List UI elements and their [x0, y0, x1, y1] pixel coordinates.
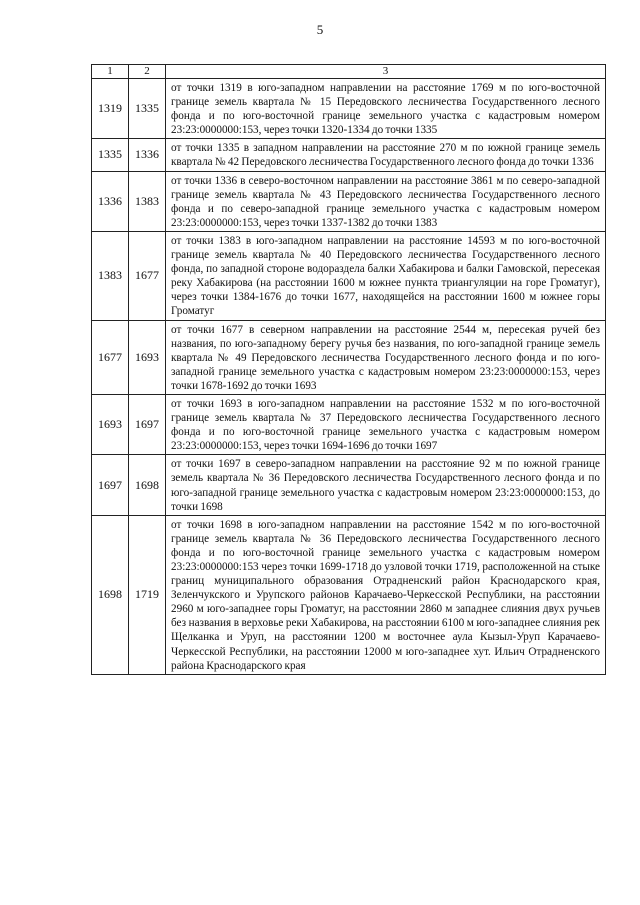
to-point-cell: 1383 — [129, 171, 166, 231]
table-row — [92, 79, 606, 139]
from-point-cell: 1693 — [92, 394, 129, 454]
header-col-2: 2 — [129, 65, 166, 79]
table-row — [92, 171, 606, 231]
from-point-cell: 1335 — [92, 139, 129, 171]
to-point-cell: 1693 — [129, 320, 166, 394]
table-row — [92, 231, 606, 320]
description-cell: от точки 1677 в северном направлении на расстояние 2544 м, пересекая ручей без названия, по юго-западному берегу ручья без названия, по юго-западной границе земель квартала № 49 Передовского лесничества Государственного лесного фонда и по юго-западной границе земельного участка с кадастровым номером 23:23:0000000:153, через точки 1678-1692 до точки 1693 — [166, 320, 606, 394]
boundary-table — [91, 64, 606, 675]
page-number: 5 — [316, 22, 324, 37]
to-point-cell: 1697 — [129, 394, 166, 454]
description-cell: от точки 1698 в юго-западном направлении на расстояние 1542 м по юго-восточной границе земель квартала № 36 Передовского лесничества Государственного лесного фонда и по юго-восточной границе земельного участка с кадастровым номером 23:23:0000000:153 через точки 1699-1718 до узловой точки 1719, расположенной на стыке границ муниципального образования Отрадненский район Краснодарского края, Зеленчукского и Урупского районов Карачаево-Черкесской Республики, на расстоянии 2960 м юго-западнее горы Громатуг, на расстоянии 2860 м западнее слияния двух ручьев без названия в верховье реки Хабакирова, на расстоянии 6100 м юго-западнее слияния рек Щелканка и Уруп, на расстоянии 1200 м восточнее аула Кызыл-Уруп Карачаево-Черкесской Республики, на расстоянии 12000 м юго-западнее хут. Ильич Отрадненского района Краснодарского края — [166, 515, 606, 674]
from-point-cell: 1319 — [92, 79, 129, 139]
header-col-3: 3 — [166, 65, 606, 79]
description-cell: от точки 1383 в юго-западном направлении на расстояние 14593 м по юго-восточной границе земель квартала № 40 Передовского лесничества Государственного лесного фонда, по западной стороне водораздела балки Хабакирова и балки Гамовской, пересекая реку Хабакирова (на расстоянии 1600 м южнее пункта триангуляции на горе Громатуг), через точки 1384-1676 до точки 1677, находящейся на расстоянии 1600 м южнее горы Громатуг — [166, 231, 606, 320]
description-cell: от точки 1335 в западном направлении на расстояние 270 м по южной границе земель квартала № 42 Передовского лесничества Государственного лесного фонда до точки 1336 — [166, 139, 606, 171]
table-row — [92, 394, 606, 454]
header-col-1: 1 — [92, 65, 129, 79]
from-point-cell: 1677 — [92, 320, 129, 394]
to-point-cell: 1335 — [129, 79, 166, 139]
table-row — [92, 320, 606, 394]
to-point-cell: 1336 — [129, 139, 166, 171]
description-cell: от точки 1319 в юго-западном направлении на расстояние 1769 м по юго-восточной границе земель квартала № 15 Передовского лесничества Государственного лесного фонда и по юго-восточной границе земельного участка с кадастровым номером 23:23:0000000:153, через точки 1320-1334 до точки 1335 — [166, 79, 606, 139]
table-row — [92, 515, 606, 674]
from-point-cell: 1336 — [92, 171, 129, 231]
description-cell: от точки 1697 в северо-западном направлении на расстояние 92 м по южной границе земель квартала № 36 Передовского лесничества Государственного лесного фонда и по юго-западной границе земельного участка с кадастровым номером 23:23:0000000:153, до точки 1698 — [166, 455, 606, 515]
from-point-cell: 1383 — [92, 231, 129, 320]
to-point-cell: 1677 — [129, 231, 166, 320]
to-point-cell: 1719 — [129, 515, 166, 674]
table-header-row — [92, 65, 606, 79]
table-row — [92, 455, 606, 515]
from-point-cell: 1697 — [92, 455, 129, 515]
from-point-cell: 1698 — [92, 515, 129, 674]
to-point-cell: 1698 — [129, 455, 166, 515]
description-cell: от точки 1336 в северо-восточном направлении на расстояние 3861 м по северо-западной границе земель квартала № 43 Передовского лесничества Государственного лесного фонда и по северо-западной границе земельного участка с кадастровым номером 23:23:0000000:153, через точки 1337-1382 до точки 1383 — [166, 171, 606, 231]
table-row — [92, 139, 606, 171]
description-cell: от точки 1693 в юго-западном направлении на расстояние 1532 м по юго-восточной границе земель квартала № 37 Передовского лесничества Государственного лесного фонда и по юго-восточной границе земельного участка с кадастровым номером 23:23:0000000:153, через точки 1694-1696 до точки 1697 — [166, 394, 606, 454]
